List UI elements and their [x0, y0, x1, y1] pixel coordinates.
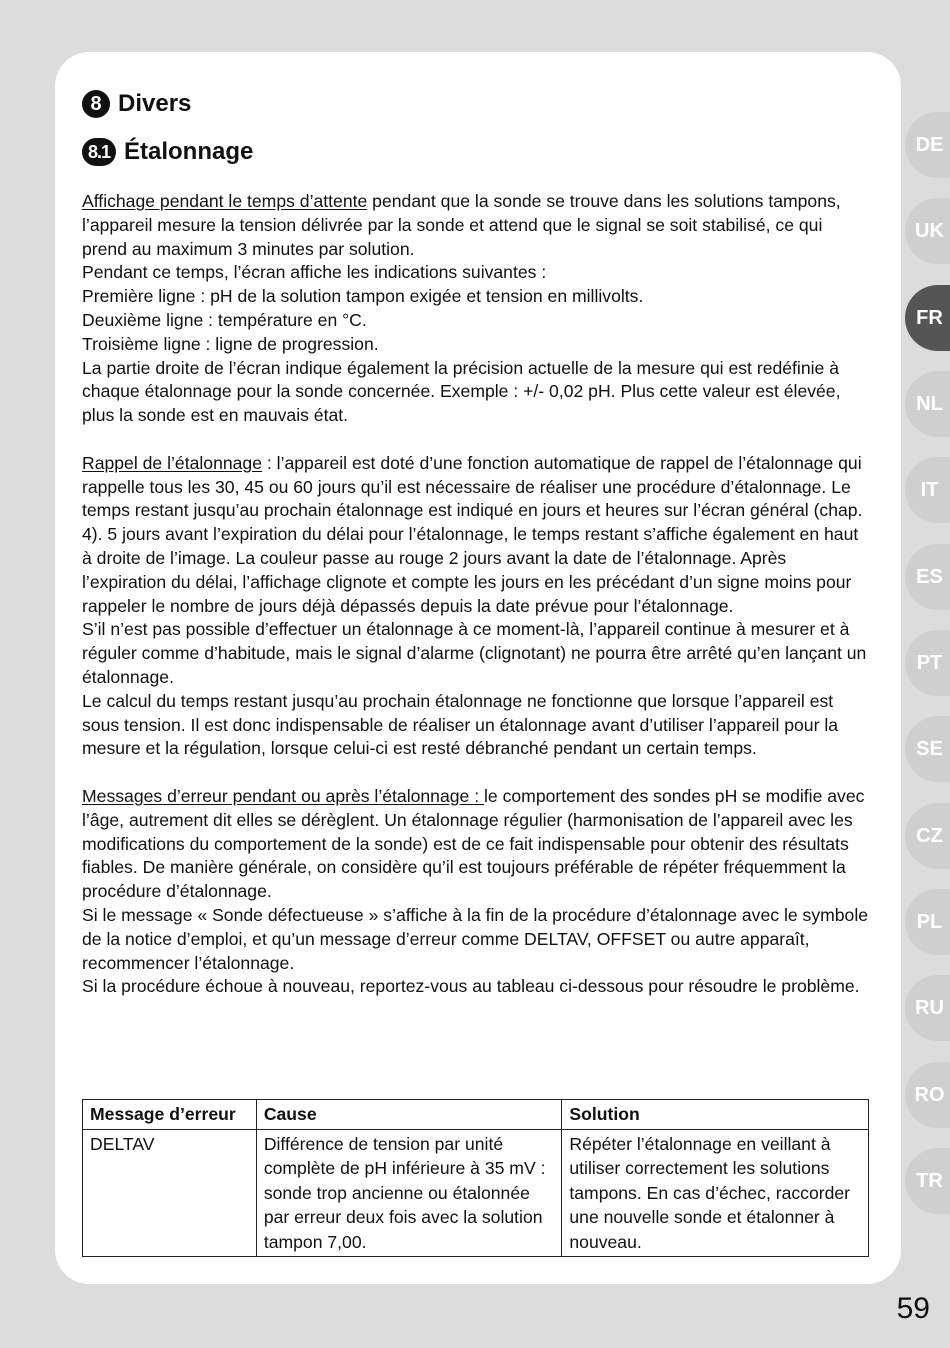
lang-tab-uk[interactable]: UK	[905, 198, 950, 264]
lang-tab-cz[interactable]: CZ	[905, 803, 950, 869]
language-tabs	[890, 0, 950, 1348]
section-title: Divers	[118, 90, 192, 117]
table-cell: Répéter l’étalonnage en veillant à utiliser correctement les solutions tampons. En cas d’échec, raccorder une nouvelle sonde et étalonner à nouveau.	[562, 1129, 869, 1257]
paragraph-label: Messages d’erreur pendant ou après l’étalonnage :	[82, 785, 484, 806]
body-text	[82, 190, 872, 1023]
subsection-title: Étalonnage	[124, 138, 254, 165]
subsection-heading	[82, 138, 253, 166]
paragraph-calibration-reminder	[82, 452, 872, 761]
table-header-cell: Solution	[562, 1100, 869, 1130]
lang-tab-es[interactable]: ES	[905, 544, 950, 610]
paragraph-text: Première ligne : pH de la solution tampon exigée et tension en millivolts.	[82, 286, 644, 307]
table-cell: Différence de tension par unité complète de pH inférieure à 35 mV : sonde trop ancienne ou étalonnée par erreur deux fois avec la solution tampon 7,00.	[256, 1129, 562, 1257]
paragraph-text: S’il n’est pas possible d’effectuer un étalonnage à ce moment-là, l’appareil continue à mesurer et à réguler comme d’habitude, mais le signal d’alarme (clignotant) ne pourra être arrêté qu’en lançant un étalonnage.	[82, 619, 867, 687]
paragraph-text: Si le message « Sonde défectueuse » s’affiche à la fin de la procédure d’étalonnage avec le symbole de la notice d’emploi, et qu’un message d’erreur comme DELTAV, OFFSET ou autre apparaît, recommencer l’étalonnage.	[82, 904, 869, 973]
paragraph-text: Le calcul du temps restant jusqu’au prochain étalonnage ne fonctionne que lorsque l’appareil est sous tension. Il est donc indispensable de réaliser un étalonnage avant d’utiliser l’appareil pour la mesure et la régulation, lorsque celui-ci est resté débranché pendant un certain temps.	[82, 690, 839, 759]
paragraph-text: pendant que la sonde se trouve dans les solutions tampons, l’appareil mesure la tension délivrée par la sonde et attend que le signal se soit stabilisé, ce qui prend au maximum 3 minutes par solution.	[82, 191, 841, 259]
paragraph-error-messages	[82, 785, 872, 999]
paragraph-text: Troisième ligne : ligne de progression.	[82, 333, 379, 354]
paragraph-text: La partie droite de l’écran indique également la précision actuelle de la mesure qui est redéfinie à chaque étalonnage pour la sonde concernée. Exemple : +/- 0,02 pH. Plus cette valeur est élevée, plus la sonde est en mauvais état.	[82, 357, 841, 426]
table-header-row	[83, 1100, 869, 1130]
subsection-number-badge: 8.1	[82, 138, 116, 166]
table-row	[83, 1129, 869, 1257]
lang-tab-se[interactable]: SE	[905, 716, 950, 782]
section-heading	[82, 90, 191, 118]
paragraph-waiting-display	[82, 190, 872, 428]
lang-tab-pl[interactable]: PL	[905, 889, 950, 955]
table-header-cell: Cause	[256, 1100, 562, 1130]
lang-tab-it[interactable]: IT	[905, 457, 950, 523]
lang-tab-de[interactable]: DE	[905, 112, 950, 178]
paragraph-label: Affichage pendant le temps d’attente	[82, 191, 368, 211]
page-number: 59	[896, 1292, 930, 1325]
paragraph-text: le comportement des sondes pH se modifie avec l’âge, autrement dit elles se dérèglent. Un étalonnage régulier (harmonisation de l’appareil avec les modifications du comportement de la sonde) est de ce fait indispensable pour obtenir des résultats fiables. De manière générale, on considère qu’il est toujours préférable de répéter fréquemment la procédure d’étalonnage.	[82, 785, 865, 902]
paragraph-text: : l’appareil est doté d’une fonction automatique de rappel de l’étalonnage qui rappelle tous les 30, 45 ou 60 jours qu’il est nécessaire de réaliser une procédure d’étalonnage. Le temps restant jusqu’au prochain étalonnage est indiqué en jours et heures sur l’écran général (chap. 4). 5 jours avant l’expiration du délai pour l’étalonnage, le temps restant s’affiche également en haut à droite de l’image. La couleur passe au rouge 2 jours avant la date de l’étalonnage. Après l’expiration du délai, l’affichage clignote et compte les jours en les précédant d’un signe moins pour rappeler le nombre de jours déjà dépassés depuis la date prévue pour l’étalonnage.	[82, 452, 863, 616]
lang-tab-ro[interactable]: RO	[905, 1062, 950, 1128]
lang-tab-fr[interactable]: FR	[905, 285, 950, 351]
error-table	[82, 1099, 869, 1257]
lang-tab-ru[interactable]: RU	[905, 975, 950, 1041]
table-cell: DELTAV	[83, 1129, 257, 1257]
paragraph-text: Deuxième ligne : température en °C.	[82, 309, 367, 330]
table-header-cell: Message d’erreur	[83, 1100, 257, 1130]
section-number-badge: 8	[82, 90, 110, 118]
paragraph-text: Si la procédure échoue à nouveau, reportez-vous au tableau ci-dessous pour résoudre le problème.	[82, 976, 860, 997]
lang-tab-tr[interactable]: TR	[905, 1148, 950, 1214]
paragraph-text: Pendant ce temps, l’écran affiche les indications suivantes :	[82, 262, 547, 283]
paragraph-label: Rappel de l’étalonnage	[82, 452, 262, 473]
lang-tab-pt[interactable]: PT	[905, 630, 950, 696]
lang-tab-nl[interactable]: NL	[905, 371, 950, 437]
